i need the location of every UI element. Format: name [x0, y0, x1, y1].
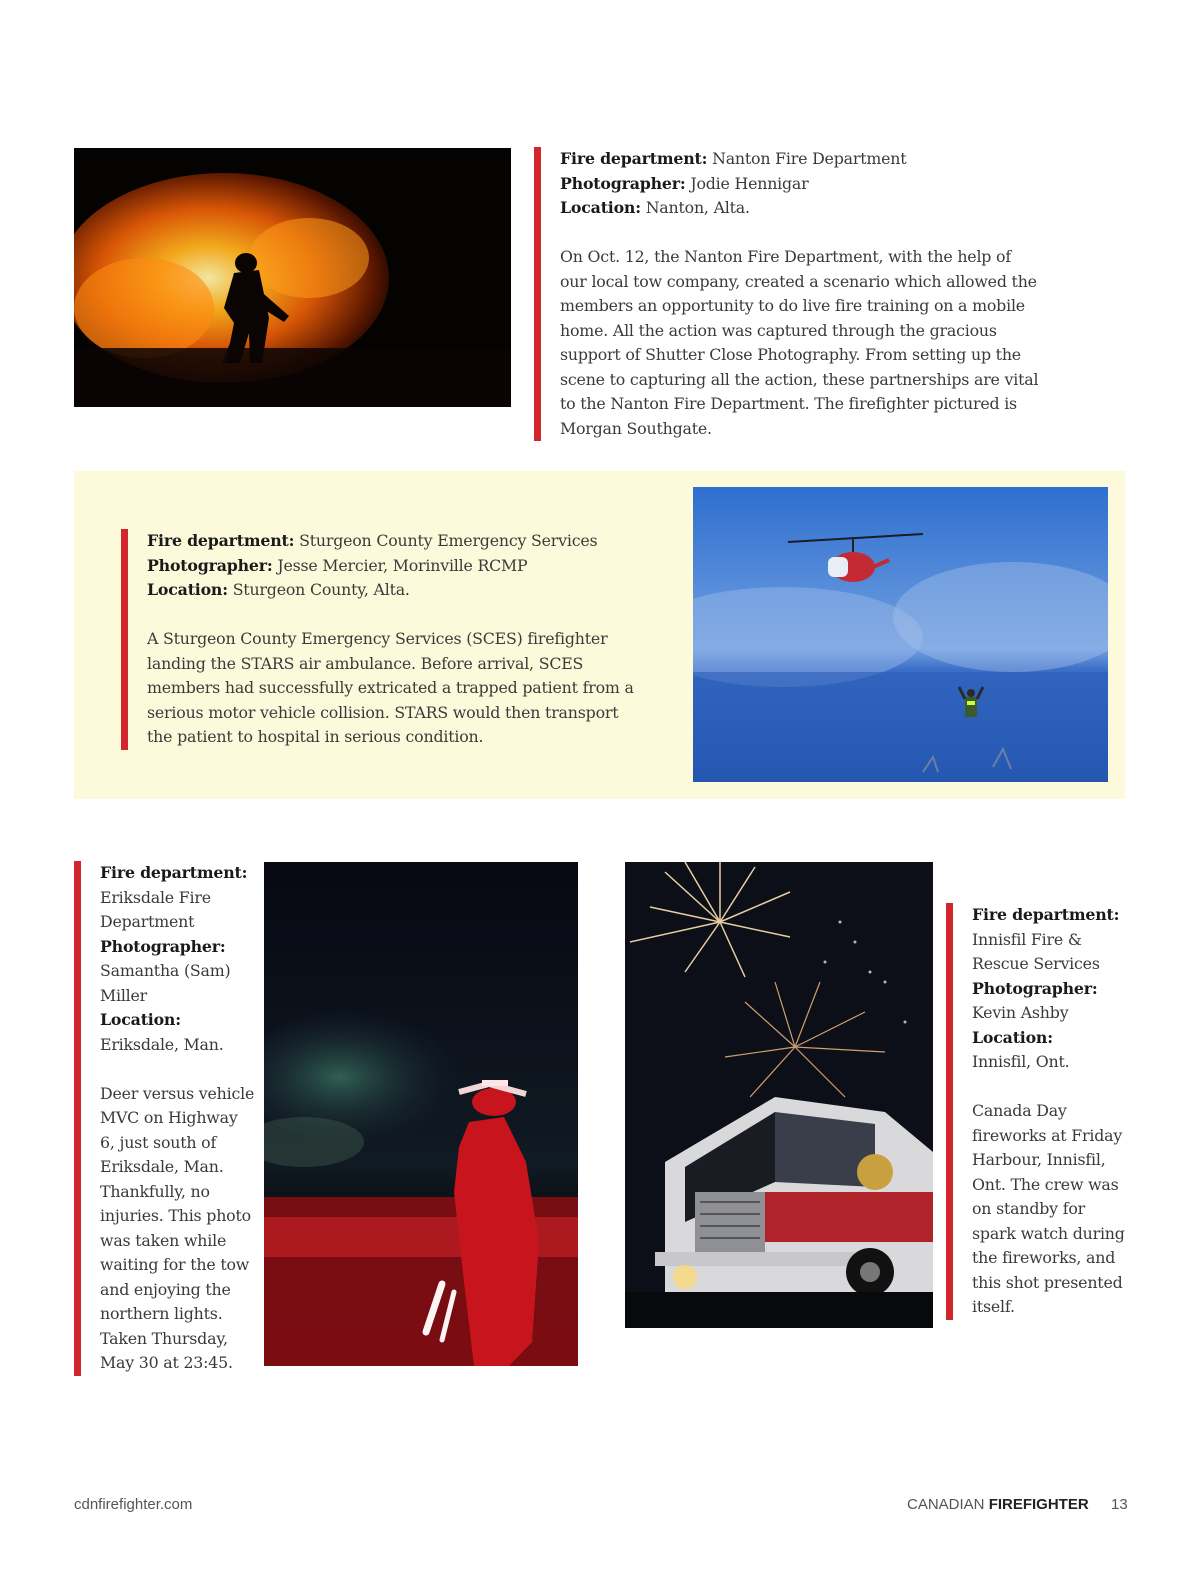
location-label: Location: [147, 580, 228, 599]
fire-department-line [560, 147, 1040, 172]
description: On Oct. 12, the Nanton Fire Department, with the help of our local tow company, created a scenario which allowed the members an opportunity to do live fire training on a mobile home. All the action was captured through the gracious support of Shutter Close Photography. From setting up the scene to capturing all the action, these partnerships are vital to the Nanton Fire Department. The firefighter pictured is Morgan Southgate. [560, 247, 1039, 438]
caption-entry-2 [121, 529, 643, 750]
photographer-value: Jesse Mercier, Morinville RCMP [277, 555, 528, 575]
location-value: Nanton, Alta. [645, 198, 750, 217]
photo-eriksdale-northern-lights [264, 862, 578, 1366]
location-line [147, 578, 643, 603]
fire-department-label: Fire department: [100, 863, 248, 882]
fire-department-line [972, 903, 1132, 977]
fire-department-value: Innisfil Fire & Rescue Services [972, 929, 1100, 973]
caption-entry-4 [946, 903, 1132, 1320]
photographer-line [972, 977, 1132, 1026]
fire-department-value: Eriksdale Fire Department [100, 887, 211, 931]
photographer-label: Photographer: [100, 936, 226, 956]
brand-regular: CANADIAN [907, 1496, 989, 1513]
location-label: Location: [972, 1027, 1053, 1047]
footer-website[interactable]: cdnfirefighter.com [74, 1496, 193, 1513]
photo-stars-helicopter-landing [693, 487, 1108, 782]
location-line [560, 196, 1040, 221]
fire-department-value: Nanton Fire Department [712, 149, 907, 168]
description: A Sturgeon County Emergency Services (SCES) firefighter landing the STARS air ambulance. Before arrival, SCES members had successfully extricated a trapped patient from a serious motor vehicle collision. STARS would then transport the patient to hospital in serious condition. [147, 629, 634, 746]
photographer-value: Kevin Ashby [972, 1003, 1069, 1022]
footer-publication-brand [907, 1496, 1089, 1513]
photographer-line [147, 554, 643, 579]
location-label: Location: [560, 198, 641, 217]
photographer-value: Samantha (Sam) Miller [100, 961, 231, 1005]
location-label: Location: [100, 1010, 181, 1029]
location-value: Sturgeon County, Alta. [232, 580, 410, 599]
fire-department-label: Fire department: [972, 905, 1120, 924]
photographer-line [100, 935, 255, 1009]
location-value: Innisfil, Ont. [972, 1052, 1070, 1071]
page-number: 13 [1111, 1496, 1128, 1513]
fire-department-value: Sturgeon County Emergency Services [299, 531, 598, 550]
photographer-label: Photographer: [560, 173, 686, 193]
fire-department-label: Fire department: [560, 149, 708, 168]
location-value: Eriksdale, Man. [100, 1034, 224, 1054]
photo-nanton-live-fire [74, 148, 511, 407]
fire-department-line [100, 861, 255, 935]
fire-department-label: Fire department: [147, 531, 295, 550]
fire-department-line [147, 529, 643, 554]
caption-entry-1 [534, 147, 1040, 441]
photo-innisfil-fireworks-truck [625, 862, 933, 1328]
photographer-label: Photographer: [972, 978, 1098, 998]
description: Canada Day fireworks at Friday Harbour, Innisfil, Ont. The crew was on standby for spark watch during the fireworks, and this shot presented itself. [972, 1101, 1125, 1316]
photographer-label: Photographer: [147, 555, 273, 575]
photographer-line [560, 172, 1040, 197]
brand-bold: FIREFIGHTER [988, 1496, 1089, 1513]
description: Deer versus vehicle MVC on Highway 6, just south of Eriksdale, Man. Thankfully, no injuries. This photo was taken while waiting for the tow and enjoying the northern lights. Taken Thursday, May 30 at 23:45. [100, 1083, 255, 1372]
caption-entry-3 [74, 861, 255, 1376]
location-line [972, 1026, 1132, 1075]
photographer-value: Jodie Hennigar [690, 173, 809, 193]
location-line [100, 1008, 255, 1057]
